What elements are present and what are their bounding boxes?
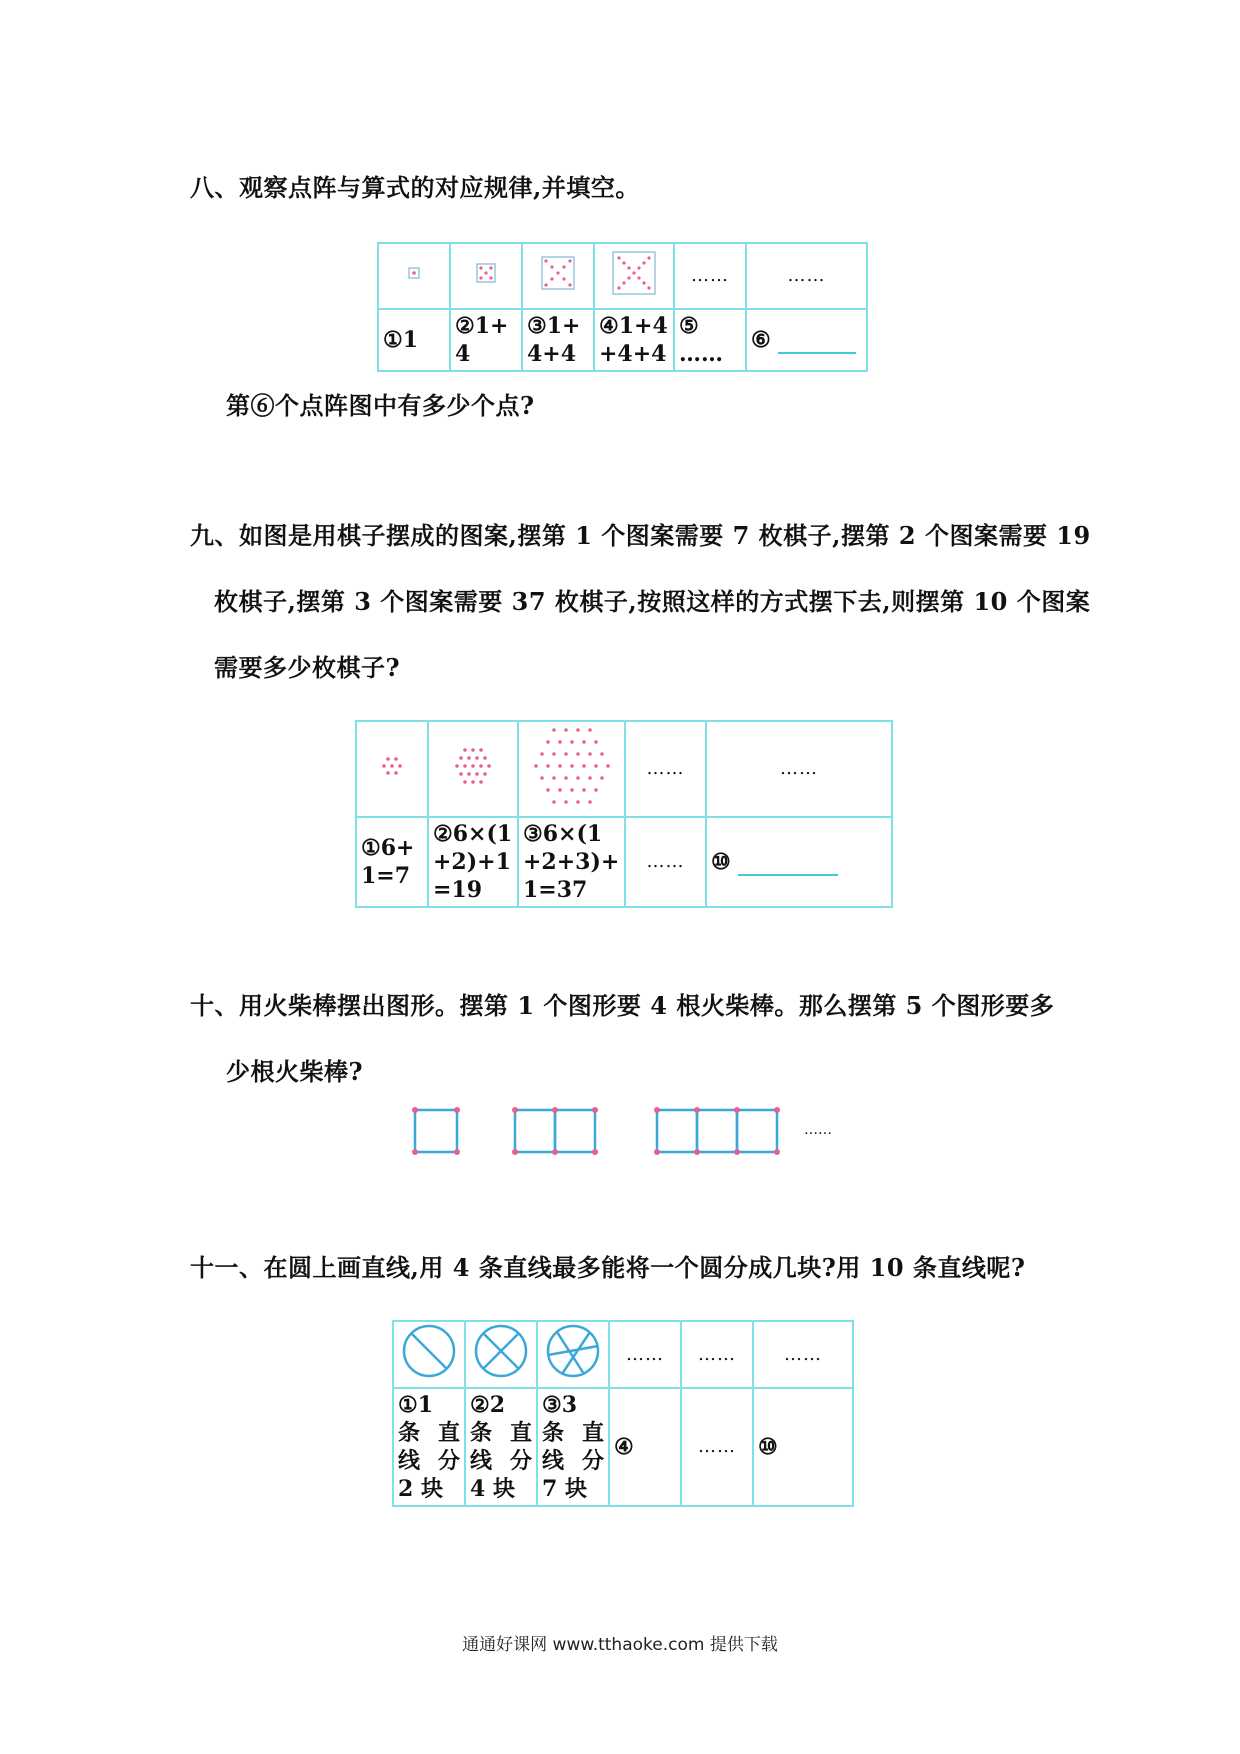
q11-result-2-w4: 分 (509, 1448, 532, 1474)
q11-result-3 (537, 1388, 609, 1506)
q8-dot-pattern-4 (594, 243, 674, 309)
q9-ellipsis-2: …… (706, 721, 892, 817)
q9-formula-1: ①6+1=7 (356, 817, 428, 907)
q11-title: 十一、在圆上画直线,用 4 条直线最多能将一个圆分成几块?用 10 条直线呢? (190, 1253, 1026, 1282)
q8-formula-1: ①1 (378, 309, 450, 371)
q11-ellipsis-3: …… (753, 1321, 853, 1388)
q9-line-2: 枚棋子,摆第 3 个图案需要 37 枚棋子,按照这样的方式摆下去,则摆第 10 个图案 (214, 587, 1091, 616)
q11-result-3-num: ③3 (542, 1392, 578, 1418)
q8-answer-blank[interactable] (778, 334, 856, 354)
q11-result-3-w4: 分 (581, 1448, 604, 1474)
q8-formula-6 (746, 309, 867, 371)
q8-formula-3: ③1+4+4 (522, 309, 594, 371)
matchstick-figures (405, 1102, 785, 1166)
q11-result-1-num: ①1 (398, 1392, 434, 1418)
q11-ellipsis-2: …… (681, 1321, 753, 1388)
q8-ellipsis-2: …… (746, 243, 867, 309)
q11-result-3-w3: 线 (542, 1448, 565, 1474)
q11-result-ellipsis: …… (681, 1388, 753, 1506)
q9-line-1: 九、如图是用棋子摆成的图案,摆第 1 个图案需要 7 枚棋子,摆第 2 个图案需要 19 (190, 521, 1091, 550)
q11-circle-1-line (393, 1321, 465, 1388)
q8-table (377, 242, 868, 372)
q9-chess-pattern-2 (428, 721, 518, 817)
q9-line-3: 需要多少枚棋子? (214, 653, 401, 682)
q11-result-2-num: ②2 (470, 1392, 506, 1418)
q8-formula-2: ②1+4 (450, 309, 522, 371)
q10-line-1: 十、用火柴棒摆出图形。摆第 1 个图形要 4 根火柴棒。那么摆第 5 个图形要多 (190, 991, 1055, 1020)
q11-result-1 (393, 1388, 465, 1506)
q9-answer-blank[interactable] (738, 856, 838, 876)
q11-result-3-w2: 直 (581, 1420, 604, 1446)
q11-result-1-w4: 分 (437, 1448, 460, 1474)
q9-ellipsis-1: …… (625, 721, 706, 817)
q11-result-3-end: 7 块 (542, 1476, 587, 1502)
q8-question: 第⑥个点阵图中有多少个点? (226, 391, 535, 420)
q10-line-2: 少根火柴棒? (226, 1057, 364, 1086)
q11-circle-2-lines (465, 1321, 537, 1388)
q10-ellipsis: …… (804, 1122, 832, 1138)
q11-result-2-w2: 直 (509, 1420, 532, 1446)
q9-formula-3: ③6×(1+2+3)+1=37 (518, 817, 625, 907)
q8-dot-pattern-3 (522, 243, 594, 309)
q9-formula-10-label: ⑩ (711, 849, 731, 875)
q11-result-2-w1: 条 (470, 1420, 493, 1446)
q11-result-10: ⑩ (753, 1388, 853, 1506)
q9-formula-4: …… (625, 817, 706, 907)
q11-ellipsis-1: …… (609, 1321, 681, 1388)
q8-dot-pattern-2 (450, 243, 522, 309)
footer-source: 通通好课网 www.tthaoke.com 提供下载 (462, 1635, 778, 1655)
q11-result-1-w2: 直 (437, 1420, 460, 1446)
q11-result-1-w3: 线 (398, 1448, 421, 1474)
q8-formula-5: ⑤ …… (674, 309, 746, 371)
q9-formula-10 (706, 817, 892, 907)
q8-title: 八、观察点阵与算式的对应规律,并填空。 (190, 173, 640, 202)
q8-formula-6-label: ⑥ (751, 327, 771, 353)
q11-table (392, 1320, 854, 1507)
q11-result-3-w1: 条 (542, 1420, 565, 1446)
q11-result-1-w1: 条 (398, 1420, 421, 1446)
q8-ellipsis-1: …… (674, 243, 746, 309)
q9-formula-2: ②6×(1+2)+1=19 (428, 817, 518, 907)
q11-result-2 (465, 1388, 537, 1506)
q11-result-1-end: 2 块 (398, 1476, 443, 1502)
q8-dot-pattern-1 (378, 243, 450, 309)
q11-circle-3-lines (537, 1321, 609, 1388)
q11-result-2-end: 4 块 (470, 1476, 515, 1502)
q11-result-2-w3: 线 (470, 1448, 493, 1474)
q9-chess-pattern-3 (518, 721, 625, 817)
q9-table (355, 720, 893, 908)
q9-chess-pattern-1 (356, 721, 428, 817)
q8-formula-4: ④1+4+4+4 (594, 309, 674, 371)
q11-result-4: ④ (609, 1388, 681, 1506)
